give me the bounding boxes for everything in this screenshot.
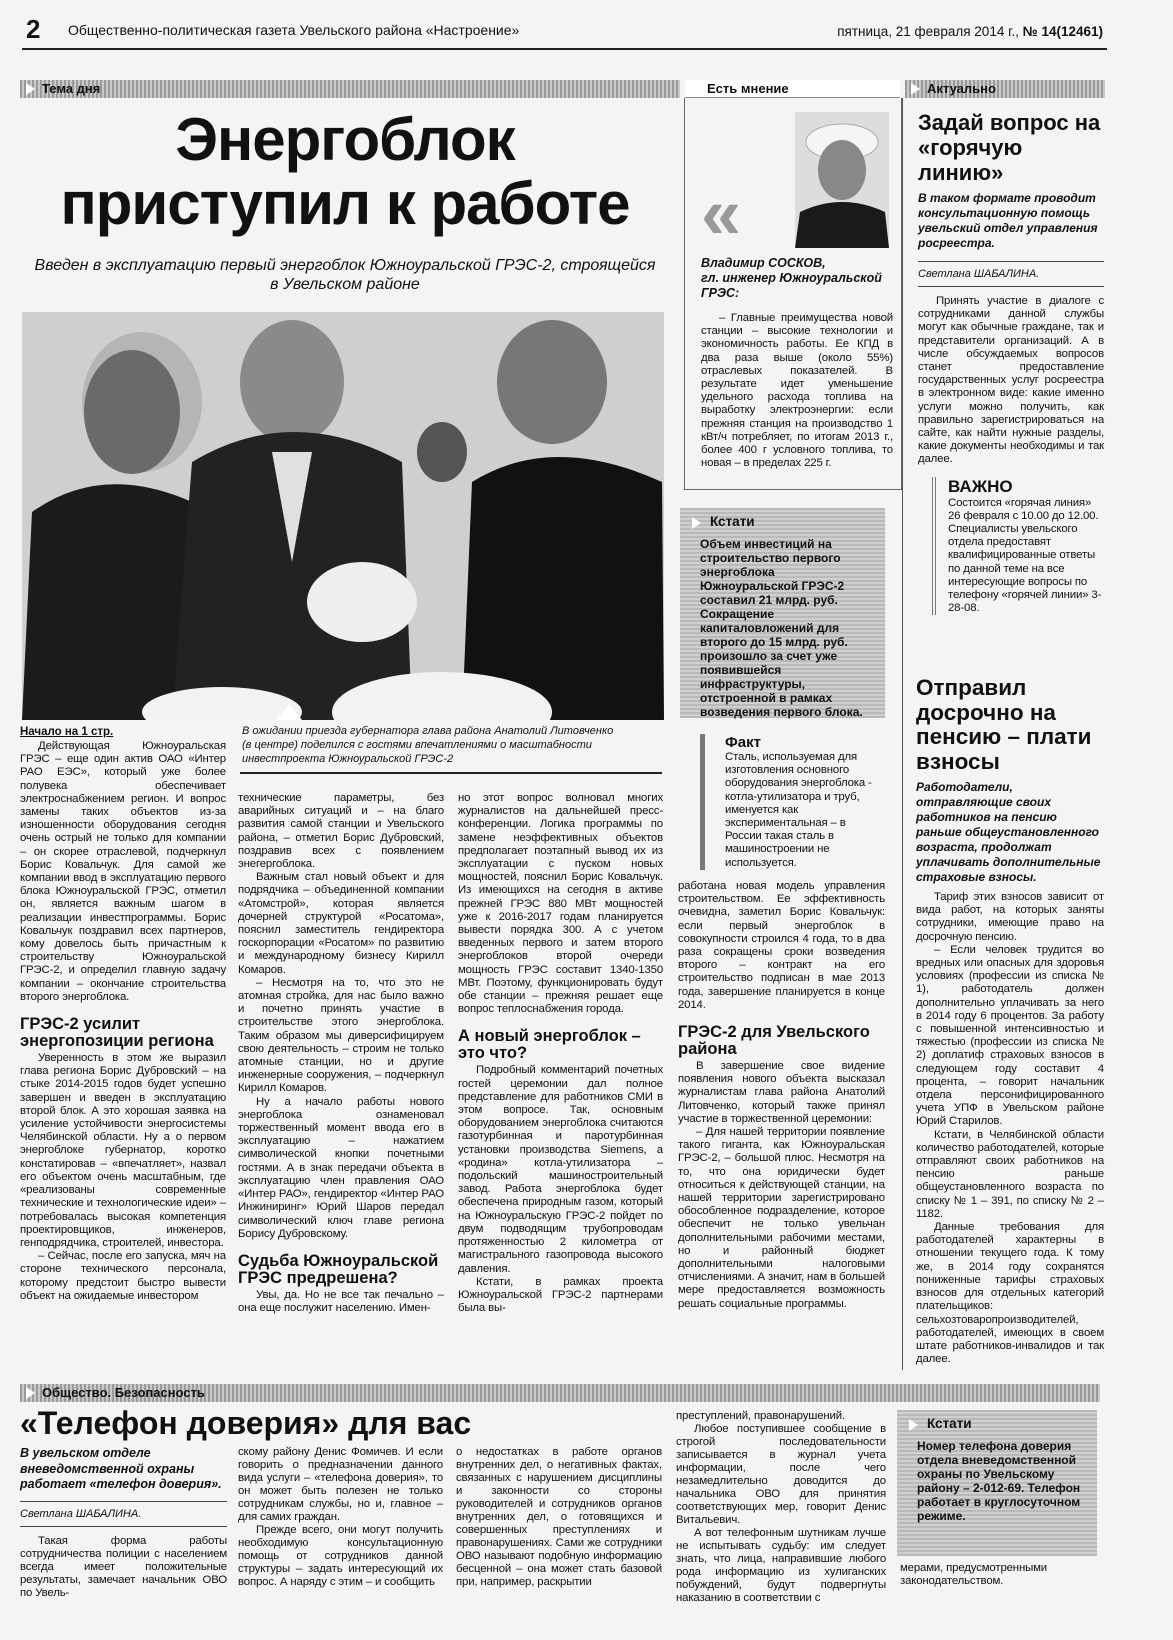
pension-body [916, 891, 1104, 1366]
paragraph: Данные требования для работодателей характерны в отношении текущего года. К тому же, в 2014 году сохранятся пониженные тарифы страховых взносов для отдельных категорий плательщиков: сельхозтоваропроизводителей, работодателей, имеющих в своем штате работников-инвалидов и так далее. [916, 1221, 1104, 1366]
section-bar-topic: Тема дня [20, 80, 680, 98]
issue-number: № 14(12461) [1022, 24, 1103, 39]
right-column-divider [902, 98, 903, 1370]
hotline-headline: Задай вопрос на «горячую линию» [918, 110, 1101, 185]
paragraph: Действующая Южноуральская ГРЭС – еще один актив ОАО «Интер РАО ЕЭС», который уже более полувека обеспечивает электроснабжением регион. И вопрос замены таких объектов из-за изношенности оборудования сегодня очень острый не только для компании – он скорее отраслевой, подчеркнул Борис Ковальчук. Для самой же компании ввод в эксплуатацию первого блока Южноуральской ГРЭС, отметил он, является важным шагом в реализации инвестпрограммы. Борис Ковальчук поздравил всех партнеров, кому довелось быть причастным к строительству Южноуральской ГРЭС-2, и определил главную задачу компании – окончание строительства второго энергоблока. [20, 740, 226, 1003]
hotline-article [918, 110, 1104, 615]
hotline-body: Принять участие в диалоге с сотрудниками данной службы могут как обычные граждане, так и представители организаций. А в числе обсуждаемых вопросов станет предоставление государственных услуг росреестра в электронном виде: какие именно услуги можно получить, как правильно зарегистрироваться на сайте, как найти нужные разделы, какие документы необходимы и так далее. [918, 295, 1104, 466]
trust-phone-ending: мерами, предусмотренными законодательством. [900, 1562, 1048, 1588]
paragraph: скому району Денис Фомичев. И если говорить о предназначении данного вида услуги – «телефона доверия», то он может быть полезен не только сотрудникам службы, но и, главное – для самих граждан. [238, 1446, 443, 1523]
main-headline [20, 108, 670, 236]
paragraph: технические параметры, без аварийных ситуаций и – на благо развития самой станции и Увельского района, – отметил Борис Дубровский, поздравив всех с появлением энегергоблока. [238, 792, 444, 871]
trust-phone-column-3 [456, 1446, 662, 1589]
paragraph: Уверенность в этом же выразил глава региона Борис Дубровский – на стыке 2014-2015 годов будет успешно завершен и введен в эксплуатацию второй блок. А это хорошая заявка на усиление устойчивости энергосистемы Челябинской области. Ну а о первом энергоблоке губернатор, коротко констатировав – «впечатляет», назвал его объектом очень масштабным, где «реализованы современные технические и технологические идеи» – потребовалась высокая компетенция проектировщиков, инженеров, генподрядчика, строителей, инвестора. [20, 1052, 226, 1249]
paper-title: Общественно-политическая газета Увельского района «Настроение» [68, 22, 520, 38]
subheading: ГРЭС-2 для Увельского района [678, 1023, 870, 1059]
pension-headline: Отправил досрочно на пенсию – плати взносы [916, 675, 1092, 774]
paragraph: о недостатках в работе органов внутренних дел, о негативных фактах, связанных с нарушением дисциплины и законности со стороны руководителей и сотрудников органов внутренних дел, о готовящихся и совершенных преступлениях и правонарушениях. Сами же сотрудники ОВО называют подобную информацию бесценной – она может стать базовой при, например, раскрытии [456, 1446, 662, 1588]
important-title: ВАЖНО [948, 476, 1013, 496]
page-number: 2 [26, 14, 41, 44]
author-name: Владимир СОСКОВ, [701, 256, 826, 270]
date: пятница, 21 февраля 2014 г., [837, 24, 1019, 39]
trust-phone-column-1 [20, 1446, 227, 1600]
important-text: Состоится «горячая линия» 26 февраля с 10.00 до 12.00. Специалисты увельского отдела предоставят квалифицированные ответы по данной теме на все интересующие вопросы по телефону «горячей линии» 3-28-08. [948, 496, 1102, 615]
paragraph: Тариф этих взносов зависит от вида работ, на которых заняты сотрудники, имеющие право на досрочную пенсию. [916, 891, 1104, 943]
main-photo [22, 312, 664, 720]
paragraph: – Для нашей территории появление такого гиганта, как Южноуральская ГРЭС-2, – большой плюс. Несмотря на то, что она юридически будет относиться к действующей станции, на нашей территории зарегистрировано обособленное подразделение, которое обеспечит не только увельчан дополнительными рабочими местами, но и районный бюджет дополнительными налоговыми отчислениями. А значит, нам в большей мере предоставляется возможность решать социальные программы. [678, 1126, 885, 1310]
photo-caption: В ожидании приезда губернатора глава района Анатолий Литовченко (в центре) поделился с гостями впечатлениями о масштабности инвестпроекта Южноуральской ГРЭС-2 [242, 725, 614, 765]
subheading: А новый энергоблок – это что? [458, 1027, 641, 1063]
paragraph: Подробный комментарий почетных гостей церемонии дал полное представление для работников СМИ в этом вопросе. Так, основным оборудованием энергоблока считаются газотурбинная и паротурбинная установки производства Siemens, а «родина» котла-утилизатора – подольский машиностроительный завод. Работа энергоблока будет обеспечена природным газом, который на Южноуральскую ГРЭС-2 пойдет по двум подводящим трубопроводам протяженностью 2 километра от магистрального газопровода высокого давления. [458, 1064, 663, 1275]
caption-rule [240, 772, 662, 774]
paragraph: Любое поступившее сообщение в строгой последовательности записывается в журнал учета информации, после чего незамедлительно доводится до начальника ОВО для принятия соответствующих мер, говорит Денис Витальевич. [676, 1423, 886, 1526]
opinion-box [684, 98, 902, 490]
paragraph: – Если человек трудится во вредных или опасных для здоровья условиях (профессии из списка № 1), работодатель должен дополнительно уплачивать за него в 2014 году 6 процентов. За работу с повышенной интенсивностью и тяжестью (профессии из списка № 2) доплатиф страховых взносов в следующем году составит 4 процента, – говорит начальник отдела персонифицированного учета УПФ в Увельском районе Юрий Старилов. [916, 943, 1104, 1128]
quote-mark-icon: « [701, 174, 742, 254]
photo-pointer-icon [276, 704, 302, 720]
paragraph: В завершение свое видение появления нового объекта высказал журналистам глава района Анатолий Литовченко, который также принял участие в торжественной церемонии: [678, 1060, 885, 1125]
trust-phone-column-2 [238, 1446, 443, 1589]
portrait-photo [795, 112, 889, 248]
by-the-way-box [680, 508, 885, 718]
hotline-lead: В таком формате проводит консультационную помощь увельский отдел управления росреестра. [918, 191, 1098, 250]
opinion-quote: – Главные преимущества новой станции – высокие технологии и экономичность работы. Ее КПД в два раза выше (около 55%) отраслевых показателей. В результате идет уменьшение удельного расхода топлива на выработку электроэнергии: если прежняя станция на производство 1 кВт/ч потребляет, по итогам 2013 г., более 400 г условного топлива, то новая – в пределах 225 г. [701, 312, 893, 470]
continued-note: Начало на 1 стр. [20, 726, 114, 738]
headline-line-2: приступил к работе [60, 170, 630, 237]
trust-phone-author: Светлана ШАБАЛИНА. [20, 1501, 227, 1527]
paragraph: Такая форма работы сотрудничества полиции с населением всегда имеет положительные результаты, замечает начальник ОВО по Увель- [20, 1534, 227, 1599]
article-column-1 [20, 726, 226, 1303]
issue-date [837, 24, 1103, 39]
paragraph: Ну а начало работы нового энергоблока ознаменовал торжественный момент ввода его в эксплуатацию – нажатием символической кнопки почетными гостями. А в знак передачи объекта в эксплуатацию член правления ОАО «Интер РАО», гендиректор «Интер РАО Инжиниринг» Юрий Шаров передал символический ключ главе региона Борису Дубровскому. [238, 1095, 444, 1240]
section-bar-actual: Актуально [905, 80, 1105, 98]
by-the-way-title: Кстати [897, 1410, 1097, 1435]
paragraph: – Несмотря на то, что это не атомная стройка, для нас было важно и почетно принять участие в строительстве этого энергоблока. Таким образом мы диверсифицируем свою деятельность – строим не только атомные станции, но и другие инженерные сооружения, – подчеркнул Кирилл Комаров. [238, 976, 444, 1095]
section-bar-society: Общество. Безопасность [20, 1384, 1100, 1402]
paragraph: работана новая модель управления строительством. Ее эффективность очевидна, заметил Борис Ковальчук: если первый энергоблок в совокупности строился 4 года, то в два раза сокращены сроки возведения второго – контракт на его строительство подписан в мае 2013 года, завершение планируется в конце 2014. [678, 880, 885, 1011]
pension-lead: Работодатели, отправляющие своих работников на пенсию раньше общеустановленного возраста, продолжат уплачивать дополнительные страховые взносы. [916, 780, 1101, 884]
paragraph: Важным стал новый объект и для подрядчика – объединенной компании «Атомстрой», которая является дочерней структурой «Росатома», пояснил заместитель гендиректора госкорпорации «Росатом» по развитию и международному бизнесу Кирилл Комаров. [238, 871, 444, 976]
by-the-way-text: Номер телефона доверия отдела вневедомственной охраны по Увельскому району – 2-012-69. Телефон работает в круглосуточном режиме. [917, 1439, 1081, 1523]
paragraph: Кстати, в рамках проекта Южноуральской ГРЭС-2 партнерами была вы- [458, 1275, 663, 1315]
paragraph: – Сейчас, после его запуска, мяч на стороне технического персонала, которому предстоит быстро вывести объект на ожидаемые инвестором [20, 1250, 226, 1302]
opinion-author [701, 256, 896, 301]
fact-text: Сталь, используемая для изготовления основного оборудования энергоблока - котла-утилизатора и труб, именуется как экспериментальная – в России такая сталь в машиностроении не используется. [725, 751, 872, 869]
paragraph: Прежде всего, они могут получить необходимую консультационную помощь от сотрудников данной структуры – задать интересующий их вопрос. А наряду с этим – и сообщить [238, 1524, 443, 1588]
subheading: ГРЭС-2 усилит энергопозиции региона [20, 1015, 214, 1051]
paragraph: но этот вопрос волновал многих журналистов на дальнейшей пресс-конференции. Логика программы по замене неэффективных объектов предполагает поэтапный вывод их из эксплуатации с пуском новых мощностей, пояснил Борис Ковальчук. Из имеющихся на сегодня в активе прежней ГРЭС 880 МВт мощностей уже к 2016-2017 годам планируется вывести порядка 300. А с учетом введенных первого и затем второго энергоблоков второй очереди мощность ГРЭС составит 1340-1350 МВт. Поэтому, функционировать будут обе станции – прежняя решает еще вопрос теплоснабжения города. [458, 792, 663, 1016]
hotline-author: Светлана ШАБАЛИНА. [918, 261, 1104, 287]
article-column-4 [678, 880, 885, 1311]
subtitle: Введен в эксплуатацию первый энергоблок Южноуральской ГРЭС-2, строящейся в Увельском районе [34, 257, 656, 293]
by-the-way-text: Объем инвестиций на строительство первого энергоблока Южноуральской ГРЭС-2 составил 21 млрд. руб. Сокращение капиталовложений для второго до 15 млрд. руб. произошло за счет уже появившейся инфраструктуры, отстроенной в рамках возведения первого блока. [700, 537, 863, 719]
fact-box [700, 734, 885, 870]
author-position: гл. инженер Южноуральской ГРЭС: [701, 271, 882, 300]
subheading: Судьба Южноуральской ГРЭС предрешена? [238, 1251, 439, 1287]
trust-phone-lead: В увельском отделе вневедомственной охраны работает «телефон доверия». [20, 1446, 222, 1491]
fact-title: Факт [725, 734, 761, 751]
article-column-2 [238, 792, 444, 1315]
trust-phone-by-the-way-box [897, 1410, 1097, 1556]
paragraph: Увы, да. Но не все так печально – она еще послужит населению. Имен- [238, 1288, 444, 1315]
trust-phone-column-4 [676, 1410, 886, 1605]
important-box [932, 477, 1104, 616]
page-header [22, 14, 1107, 50]
paragraph: преступлений, правонарушений. [676, 1410, 845, 1422]
photo-people-image [22, 312, 664, 720]
paragraph: А вот телефонным шутникам лучше не испытывать судьбу: им следует знать, что лица, направившие любого рода информацию из хулиганских побуждений, будут подвергнуты наказанию в соответствии с [676, 1527, 886, 1604]
headline-line-1: Энергоблок [175, 106, 515, 173]
article-column-3 [458, 792, 663, 1315]
section-bar-opinion: Есть мнение [685, 80, 900, 98]
paragraph: Кстати, в Челябинской области количество работодателей, которые отправляют своих работников на пенсию раньше общеустановленного возраста по списку № 1 – 391, по списку № 2 – 1182. [916, 1128, 1104, 1220]
by-the-way-title: Кстати [680, 508, 885, 533]
trust-phone-headline: «Телефон доверия» для вас [20, 1405, 472, 1441]
pension-article [916, 676, 1104, 1366]
